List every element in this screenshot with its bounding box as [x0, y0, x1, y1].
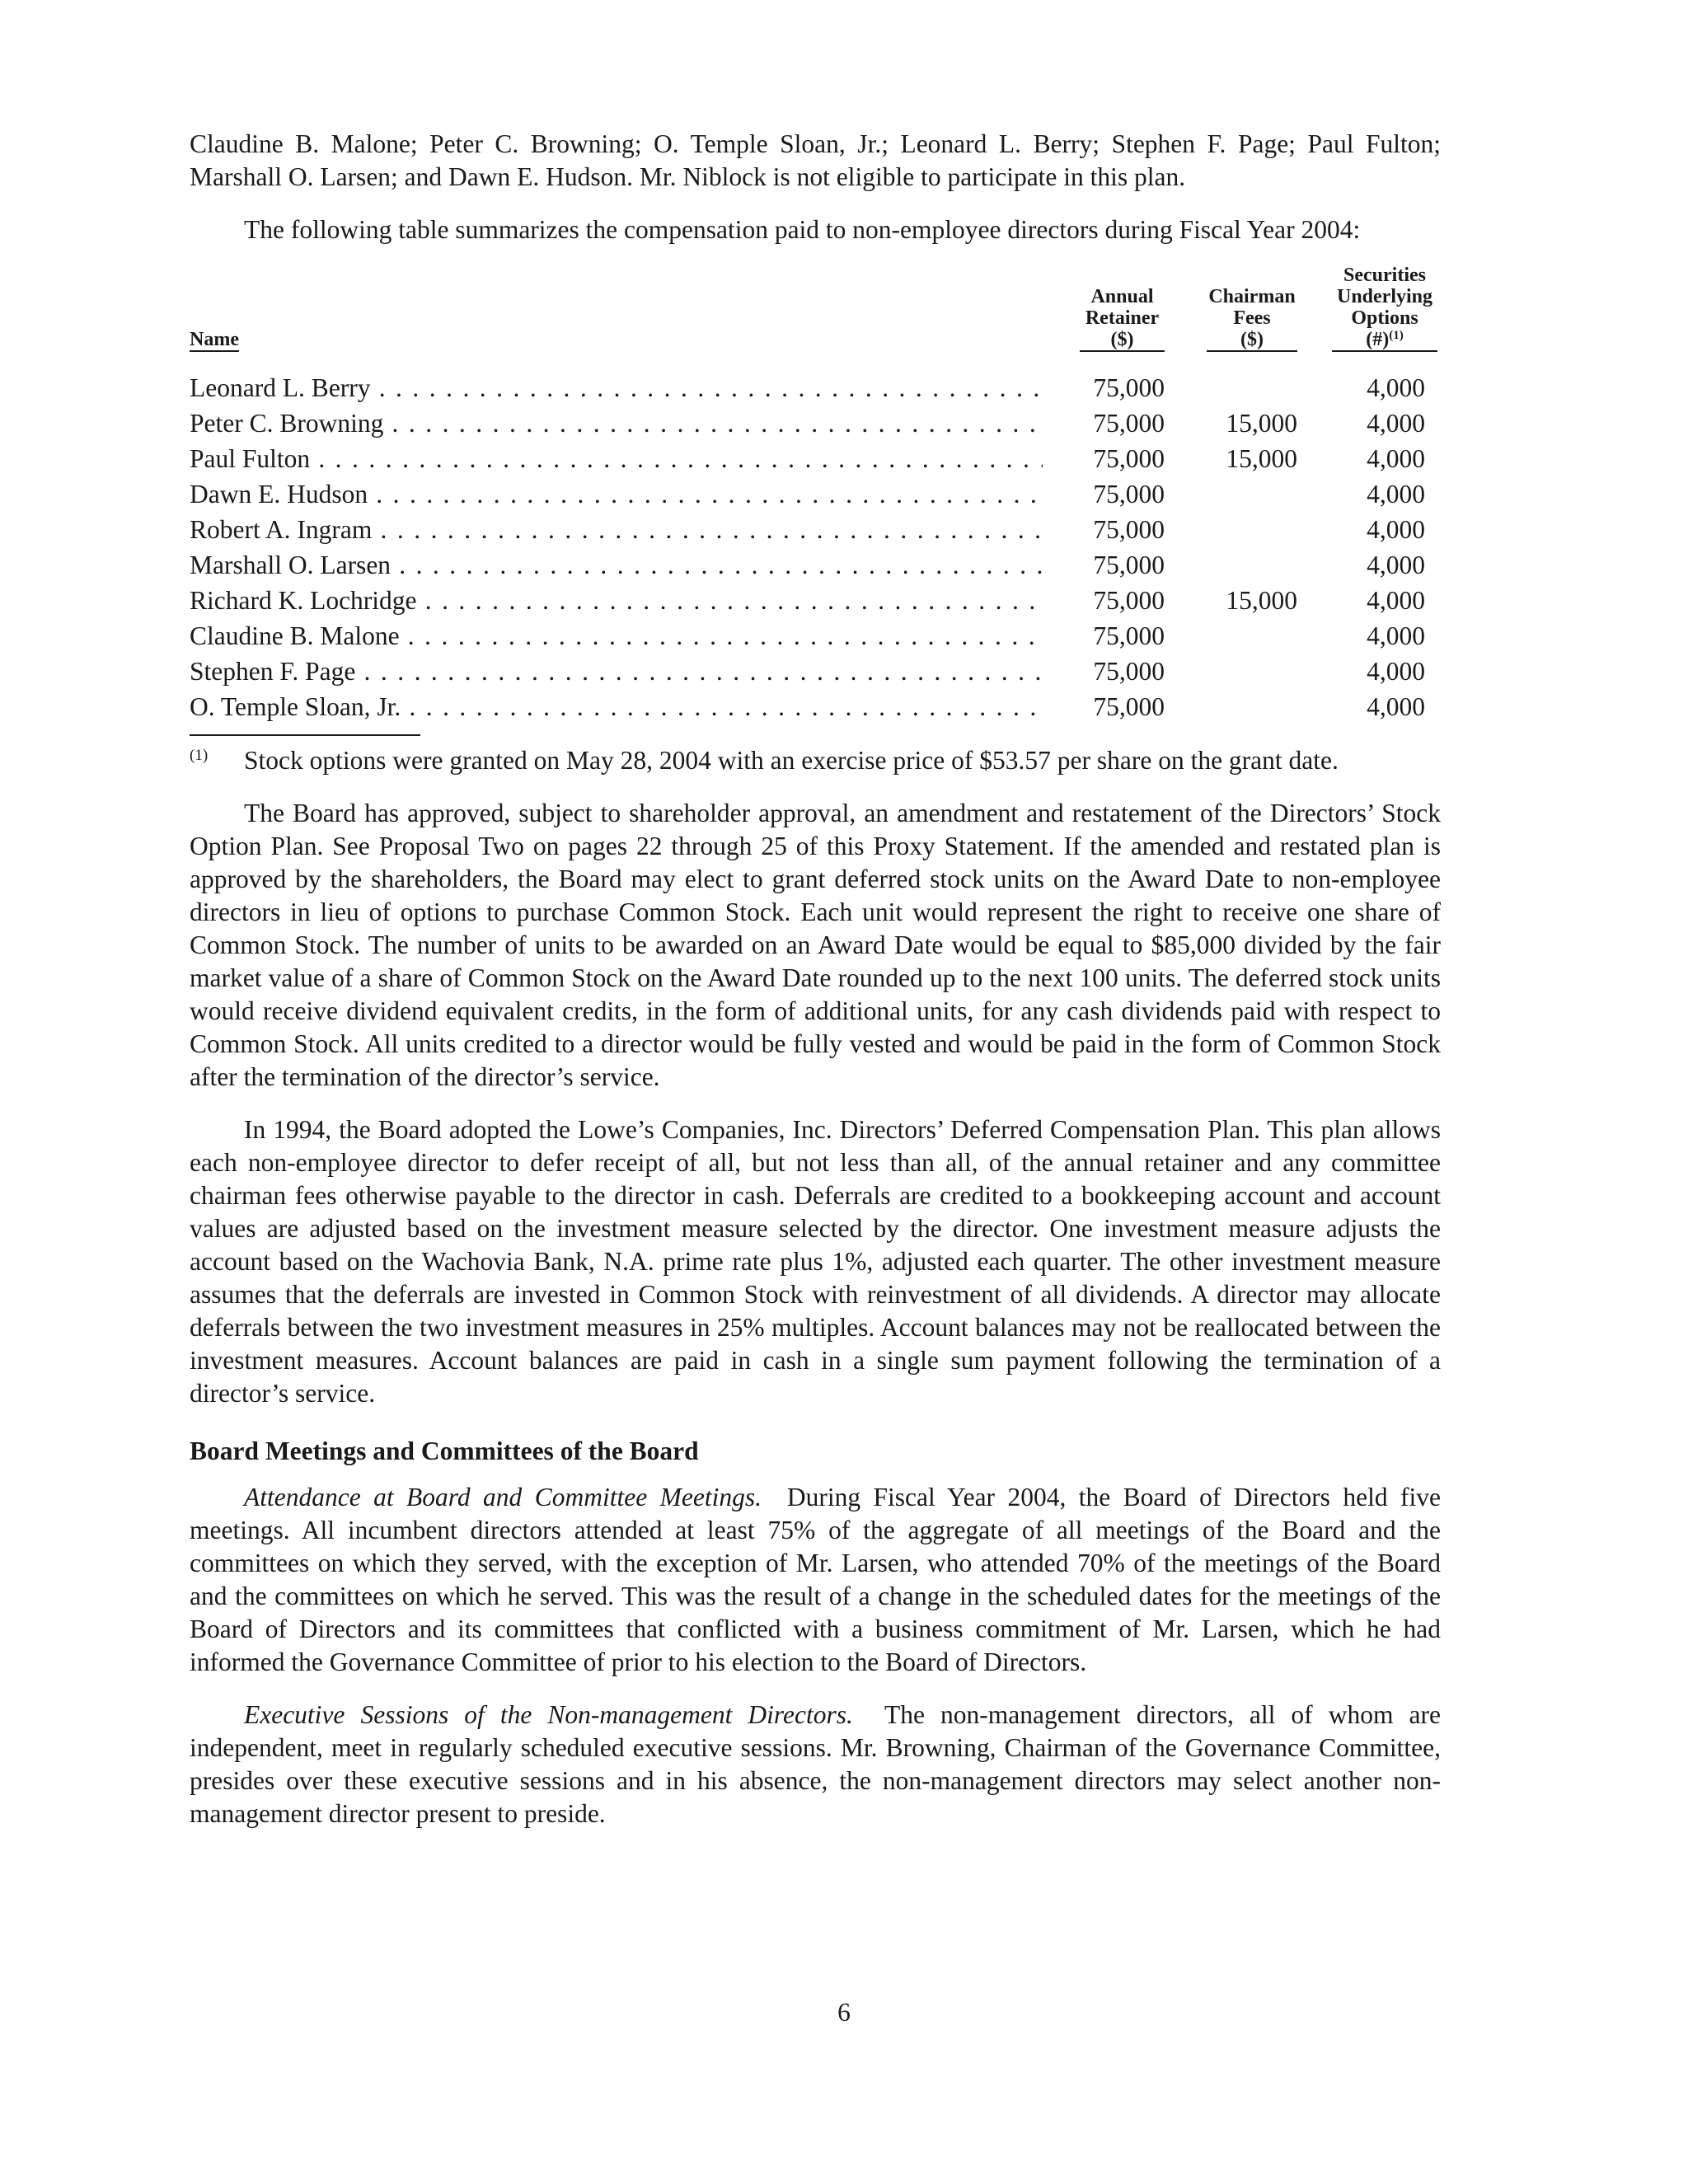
row-options: 4,000 [1367, 373, 1425, 402]
table-row [190, 441, 1441, 476]
table-row [190, 512, 1441, 547]
header-chairman-fees: Chairman Fees ($) [1207, 286, 1297, 352]
row-options: 4,000 [1367, 444, 1425, 473]
paragraph-board-approved: The Board has approved, subject to shareholder approval, an amendment and restatement of the Directors’ Stock Option Plan. See Proposal Two on pages 22 through 25 of this Proxy Statement. If the amended and restated plan is approved by the shareholders, the Board may elect to grant deferred stock units on the Award Date to non-employee directors in lieu of options to purchase Common Stock. Each unit would represent the right to receive one share of Common Stock. The number of units to be awarded on an Award Date would be equal to $85,000 divided by the fair market value of a share of Common Stock on the Award Date rounded up to the next 100 units. The deferred stock units would receive dividend equivalent credits, in the form of additional units, for any cash dividends paid with respect to Common Stock. All units credited to a director would be fully vested and would be paid in the form of Common Stock after the termination of the director’s service. [190, 799, 1441, 1091]
executive-runin-title: Executive Sessions of the Non-management Directors. [244, 1700, 853, 1729]
footnote-marker: (1) [190, 747, 209, 764]
row-name: Stephen F. Page . . . [190, 654, 1043, 689]
table-row [190, 689, 1441, 724]
header-securities-options: Securities Underlying Options (#)$^{(1)}$ [1332, 265, 1437, 352]
row-retainer: 75,000 [1093, 657, 1165, 686]
row-name: Marshall O. Larsen . . . [190, 547, 1043, 583]
attendance-runin-title: Attendance at Board and Committee Meetings. [244, 1483, 762, 1511]
row-fees: 15,000 [1226, 586, 1297, 615]
table-row [190, 476, 1441, 512]
row-name: O. Temple Sloan, Jr. . . . [190, 689, 1043, 724]
row-fees: 15,000 [1226, 444, 1297, 473]
row-name: Claudine B. Malone . . . [190, 618, 1043, 654]
row-retainer: 75,000 [1093, 551, 1165, 579]
row-name: Peter C. Browning . . . [190, 405, 1043, 441]
row-options: 4,000 [1367, 409, 1425, 438]
table-row [190, 547, 1441, 583]
row-options: 4,000 [1367, 551, 1425, 579]
row-name: Robert A. Ingram . . . [190, 512, 1043, 547]
row-retainer: 75,000 [1093, 621, 1165, 650]
row-name: Leonard L. Berry . . . [190, 370, 1043, 405]
table-body [190, 370, 1441, 724]
row-name: Richard K. Lochridge . . . [190, 583, 1043, 618]
section-heading: Board Meetings and Committees of the Board [190, 1436, 699, 1465]
attendance-text: During Fiscal Year 2004, the Board of Directors held five meetings. All incumbent directors attended at least 75% of the aggregate of all meetings of the Board and the committees on which they served, with the exception of Mr. Larsen, who attended 70% of the meetings of the Board and the committees on which he served. This was the result of a change in the scheduled dates for the meetings of the Board of Directors and its committees that conflicted with a business commitment of Mr. Larsen, which he had informed the Governance Committee of prior to his election to the Board of Directors. [190, 1483, 1441, 1676]
footnote [190, 744, 1441, 777]
row-options: 4,000 [1367, 621, 1425, 650]
row-retainer: 75,000 [1093, 480, 1165, 509]
row-options: 4,000 [1367, 657, 1425, 686]
table-row [190, 618, 1441, 654]
table-row [190, 405, 1441, 441]
row-retainer: 75,000 [1093, 515, 1165, 544]
header-footnote-ref: (1) [1389, 329, 1404, 342]
row-retainer: 75,000 [1093, 444, 1165, 473]
table-row [190, 583, 1441, 618]
header-annual-retainer: Annual Retainer ($) [1080, 286, 1165, 352]
row-retainer: 75,000 [1093, 409, 1165, 438]
table-row [190, 654, 1441, 689]
table-intro-paragraph: The following table summarizes the compensation paid to non-employee directors during Fiscal Year 2004: [244, 215, 1361, 244]
row-options: 4,000 [1367, 480, 1425, 509]
header-name: Name [190, 329, 239, 350]
row-retainer: 75,000 [1093, 373, 1165, 402]
document-page [190, 128, 1441, 1830]
intro-paragraph-continued: Claudine B. Malone; Peter C. Browning; O. Temple Sloan, Jr.; Leonard L. Berry; Stephen F. Page; Paul Fulton; Marshall O. Larsen; and Dawn E. Hudson. Mr. Niblock is not eligible to participate in this plan. [190, 129, 1441, 191]
executive-text: The non-management directors, all of whom are independent, meet in regularly scheduled executive sessions. Mr. Browning, Chairman of the Governance Committee, presides over these executive sessions and in his absence, the non-management directors may select another non-management director present to preside. [190, 1700, 1441, 1828]
table-row [190, 370, 1441, 405]
paragraph-deferred-compensation: In 1994, the Board adopted the Lowe’s Companies, Inc. Directors’ Deferred Compensation Plan. This plan allows each non-employee director to defer receipt of all, but not less than all, of the annual retainer and any committee chairman fees otherwise payable to the director in cash. Deferrals are credited to a bookkeeping account and account values are adjusted based on the investment measure selected by the director. One investment measure adjusts the account based on the Wachovia Bank, N.A. prime rate plus 1%, adjusted each quarter. The other investment measure assumes that the deferrals are invested in Common Stock with reinvestment of all dividends. A director may allocate deferrals between the two investment measures in 25% multiples. Account balances may not be reallocated between the investment measures. Account balances are paid in cash in a single sum payment following the termination of a director’s service. [190, 1115, 1441, 1408]
page-number: 6 [837, 1998, 851, 2027]
footnote-divider [190, 734, 420, 736]
director-compensation-table [190, 265, 1441, 734]
row-retainer: 75,000 [1093, 692, 1165, 721]
row-options: 4,000 [1367, 515, 1425, 544]
row-fees: 15,000 [1226, 409, 1297, 438]
row-retainer: 75,000 [1093, 586, 1165, 615]
footnote-text: Stock options were granted on May 28, 2004 with an exercise price of $53.57 per share on the grant date. [244, 746, 1339, 775]
row-options: 4,000 [1367, 692, 1425, 721]
row-options: 4,000 [1367, 586, 1425, 615]
paragraph-executive-sessions [190, 1699, 1441, 1830]
row-name: Paul Fulton . . . [190, 441, 1043, 476]
paragraph-attendance [190, 1481, 1441, 1679]
row-name: Dawn E. Hudson . . . [190, 476, 1043, 512]
